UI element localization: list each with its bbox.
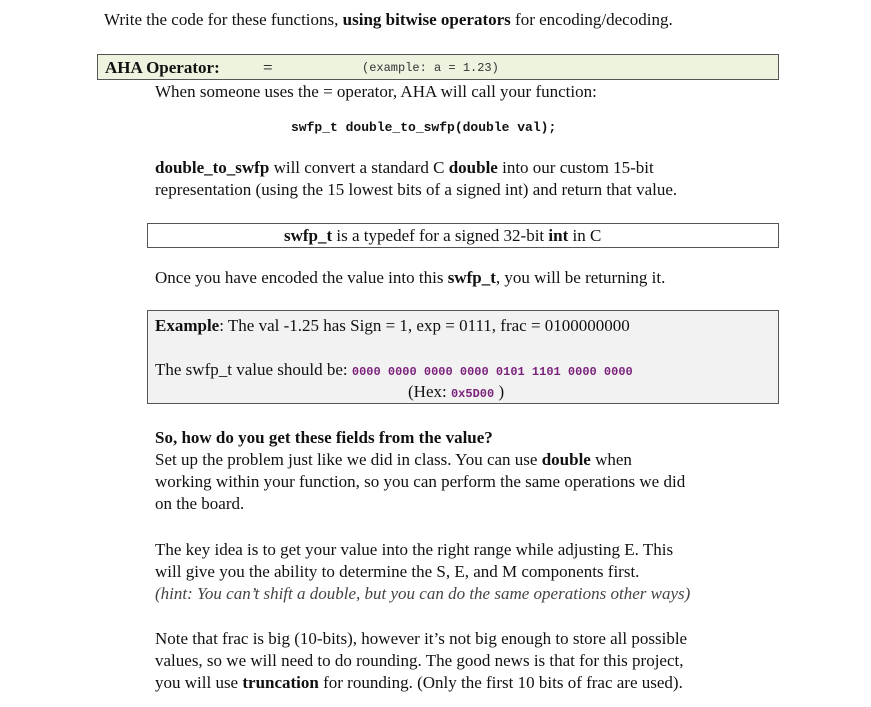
frac-line-2: values, so we will need to do rounding. The good news is that for this project, bbox=[155, 651, 684, 670]
example-line-1 bbox=[155, 316, 630, 336]
typedef-type: swfp_t bbox=[284, 226, 333, 245]
typedef-text bbox=[284, 226, 601, 246]
hex-open: (Hex: bbox=[408, 382, 451, 401]
description-line-1 bbox=[155, 157, 677, 179]
once-line bbox=[155, 268, 665, 288]
frac-text-3a: you will use bbox=[155, 673, 243, 692]
fields-paragraph bbox=[155, 427, 685, 515]
fields-heading-text: So, how do you get these fields from the value? bbox=[155, 428, 493, 447]
aha-label: AHA Operator: bbox=[105, 58, 220, 77]
description-line-2: representation (using the 15 lowest bits of a signed int) and return that value. bbox=[155, 180, 678, 199]
intro-text-2: for encoding/decoding. bbox=[510, 10, 673, 29]
key-idea-hint: (hint: You can’t shift a double, but you can do the same operations other ways) bbox=[155, 584, 691, 603]
intro-bold: using bitwise operators bbox=[342, 10, 511, 29]
fields-bold-double: double bbox=[541, 450, 591, 469]
desc-text-2: into our custom 15-bit bbox=[497, 158, 654, 177]
frac-bold-truncation: truncation bbox=[242, 673, 319, 692]
frac-line-3 bbox=[155, 672, 687, 694]
value-bits: 0000 0000 0000 0000 0101 1101 0000 0000 bbox=[351, 365, 633, 379]
typedef-text-2: in C bbox=[568, 226, 602, 245]
once-type: swfp_t bbox=[447, 268, 496, 287]
description-paragraph bbox=[155, 157, 677, 201]
once-text-2: , you will be returning it. bbox=[495, 268, 666, 287]
hex-close: ) bbox=[494, 382, 505, 401]
aha-example: (example: a = 1.23) bbox=[362, 61, 499, 75]
desc-bold-double: double bbox=[448, 158, 498, 177]
fields-line-2: working within your function, so you can perform the same operations we did bbox=[155, 472, 686, 491]
when-line: When someone uses the = operator, AHA will call your function: bbox=[155, 82, 597, 101]
frac-note-paragraph bbox=[155, 628, 687, 694]
value-label: The swfp_t value should be: bbox=[155, 360, 352, 379]
typedef-text-1: is a typedef for a signed 32-bit bbox=[332, 226, 549, 245]
frac-line-1: Note that frac is big (10-bits), however it’s not big enough to store all possible bbox=[155, 629, 688, 648]
fields-heading bbox=[155, 427, 685, 449]
once-text-1: Once you have encoded the value into this bbox=[155, 268, 448, 287]
hex-value: 0x5D00 bbox=[450, 387, 495, 401]
intro-text-1: Write the code for these functions, bbox=[104, 10, 343, 29]
example-box bbox=[147, 310, 779, 404]
frac-text-3c: for rounding. (Only the first 10 bits of frac are used). bbox=[318, 673, 683, 692]
fields-line-1 bbox=[155, 449, 685, 471]
typedef-box bbox=[147, 223, 779, 248]
desc-text-1: will convert a standard C bbox=[269, 158, 449, 177]
key-idea-paragraph bbox=[155, 539, 690, 605]
key-idea-line-2: will give you the ability to determine the S, E, and M components first. bbox=[155, 562, 640, 581]
example-line-3 bbox=[408, 382, 504, 402]
fields-text-1c: when bbox=[590, 450, 632, 469]
fields-text-1a: Set up the problem just like we did in class. You can use bbox=[155, 450, 542, 469]
key-idea-line-1: The key idea is to get your value into the right range while adjusting E. This bbox=[155, 540, 674, 559]
intro-line bbox=[104, 10, 673, 30]
example-label: Example bbox=[155, 316, 220, 335]
aha-operator: = bbox=[263, 58, 273, 77]
fields-line-3: on the board. bbox=[155, 494, 245, 513]
aha-operator-bar bbox=[97, 54, 779, 80]
typedef-keyword: int bbox=[548, 226, 569, 245]
function-signature: swfp_t double_to_swfp(double val); bbox=[291, 120, 557, 135]
example-line-2 bbox=[155, 360, 633, 380]
fn-name: double_to_swfp bbox=[155, 158, 270, 177]
example-text: : The val -1.25 has Sign = 1, exp = 0111, frac = 0100000000 bbox=[219, 316, 630, 335]
